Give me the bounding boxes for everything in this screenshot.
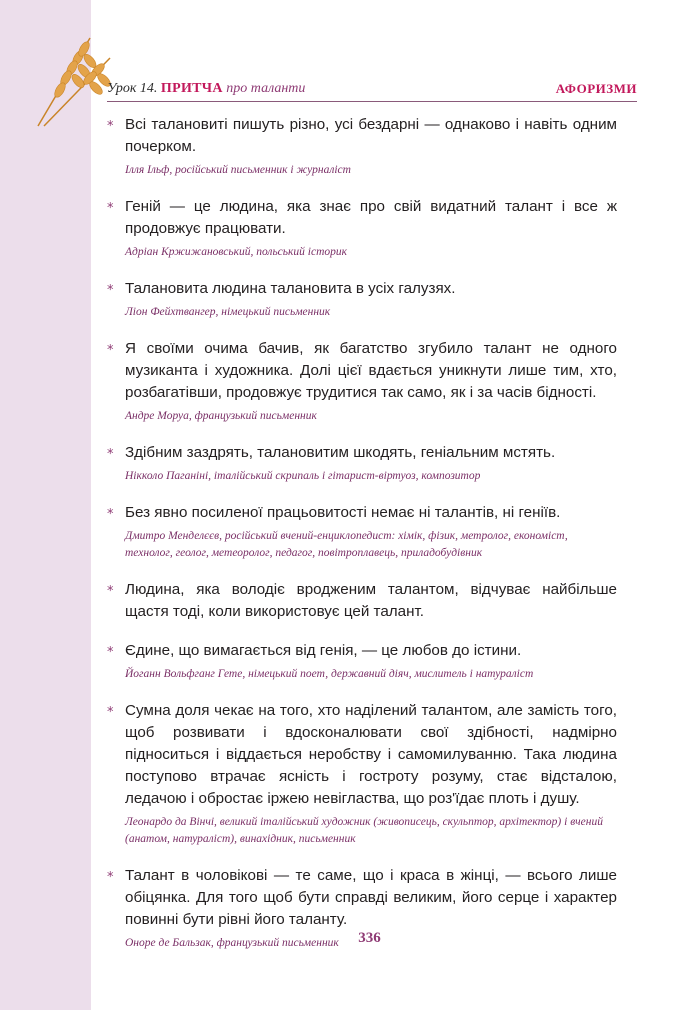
aphorism-text: Єдине, що вимагається від генія, — це любов до істини. [125, 642, 522, 659]
aphorism-author: Адріан Кржижановський, польський історик [125, 246, 348, 258]
aphorism-author: Андре Моруа, французький письменник [125, 410, 317, 422]
asterisk-bullet: * [107, 119, 114, 134]
aphorism-list [107, 114, 617, 952]
aphorism-text: Талановита людина талановита в усіх галузях. [125, 280, 456, 297]
aphorism-text: Без явно посиленої працьовитості немає ні талантів, ні геніїв. [125, 504, 561, 521]
aphorism-item [107, 338, 617, 425]
lesson-number: Урок 14. [107, 81, 158, 96]
asterisk-bullet: * [107, 447, 114, 462]
asterisk-bullet: * [107, 645, 114, 660]
aphorism-author: Ліон Фейхтвангер, німецький письменник [125, 306, 331, 318]
running-header [107, 81, 637, 102]
asterisk-bullet: * [107, 201, 114, 216]
asterisk-bullet: * [107, 584, 114, 599]
aphorism-author: Ілля Ільф, російський письменник і журналіст [125, 164, 351, 176]
aphorism-text: Людина, яка володіє вродженим талантом, відчуває найбільше щастя тоді, коли використовує цей талант. [125, 581, 617, 620]
lesson-subtitle: про таланти [226, 81, 306, 96]
asterisk-bullet: * [107, 507, 114, 522]
aphorism-author: Оноре де Бальзак, французький письменник [125, 937, 339, 949]
aphorism-author: Леонардо да Вінчі, великий італійський художник (живописець, скульптор, архітектор) і вчений (анатом, натураліст), винахідник, письменник [125, 816, 603, 845]
aphorism-text: Здібним заздрять, талановитим шкодять, геніальним мстять. [125, 444, 556, 461]
asterisk-bullet: * [107, 870, 114, 885]
asterisk-bullet: * [107, 705, 114, 720]
side-band [0, 0, 91, 1010]
header-lesson-title [107, 81, 305, 97]
aphorism-text: Талант в чоловікові — те саме, що і краса в жінці, — всього лише обіцянка. Для того щоб бути справді великим, його серце і характер повинні бути рівні його таланту. [125, 867, 617, 928]
aphorism-item [107, 196, 617, 261]
lesson-title: ПРИТЧА [160, 81, 223, 96]
page-number: 336 [358, 930, 381, 946]
wheat-ears-icon [30, 28, 120, 128]
aphorism-item [107, 700, 617, 848]
aphorism-item [107, 579, 617, 623]
aphorism-text: Геній — це людина, яка знає про свій видатний талант і все ж продовжує працювати. [125, 198, 617, 237]
aphorism-author: Нікколо Паганіні, італійський скрипаль і гітарист-віртуоз, композитор [125, 470, 481, 482]
aphorism-item [107, 502, 617, 562]
aphorism-item [107, 278, 617, 321]
aphorism-item [107, 640, 617, 683]
aphorism-author: Йоганн Вольфганг Гете, німецький поет, державний діяч, мислитель і натураліст [125, 668, 534, 680]
aphorism-text: Я своїми очима бачив, як багатство згубило талант не одного музиканта і художника. Долі цієї вдається уникнути лише тим, хто, розбагатівши, продовжує трудитися так само, як і за часів бідності. [125, 340, 617, 401]
aphorism-item [107, 114, 617, 179]
asterisk-bullet: * [107, 283, 114, 298]
asterisk-bullet: * [107, 343, 114, 358]
aphorism-item [107, 442, 617, 485]
aphorism-author: Дмитро Менделєєв, російський вчений-енциклопедист: хімік, фізик, метролог, економіст, технолог, геолог, метеоролог, педагог, повітроплавець, приладобудівник [125, 530, 568, 559]
aphorism-text: Всі талановиті пишуть різно, усі бездарні — однаково і навіть одним почерком. [125, 116, 617, 155]
aphorism-text: Сумна доля чекає на того, хто наділений талантом, але замість того, щоб розвивати і вдосконалювати свої здібності, надмірно підноситься і віддається неробству і самомилуванню. Така людина поступово втрачає ясність і гостроту розуму, стає відсталою, ледачою і обростає іржею невігластва, що роз'їдає плоть і душу. [125, 702, 617, 807]
section-title: АФОРИЗМИ [555, 81, 637, 96]
